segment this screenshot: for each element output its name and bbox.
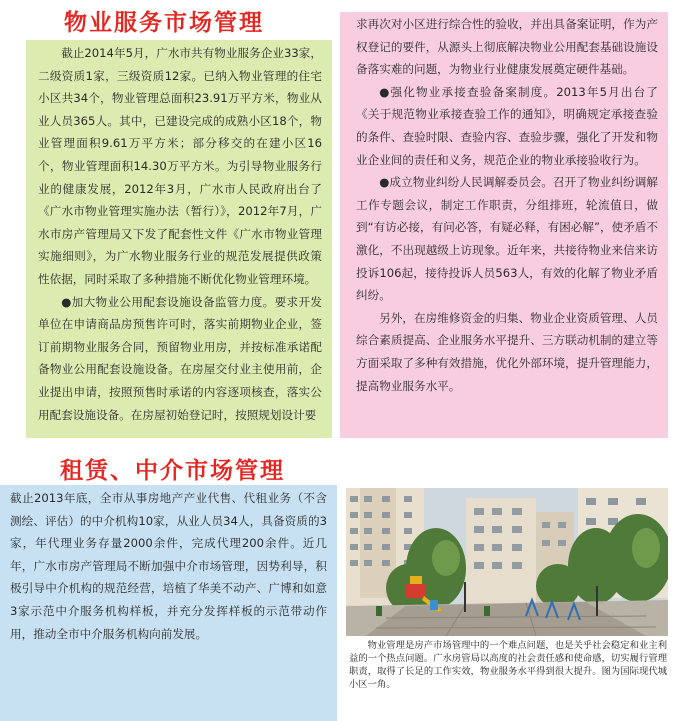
rental-agency-box: [0, 485, 337, 721]
paragraph: 截止2013年底，全市从事房地产产业代售、代租业务（不含测绘、评估）的中介机构10家，从业人员34人，具备资质的3家，年代理业务存量2000余件，完成代理200余件。近几年，广水市房产管理局不断加强中介市场管理，因势利导，积极引导中介机构的规范经营，培植了华美不动产、广博和如意3家示范中介服务机构样板，并充分发挥样板的示范带动作用，推动全市中介服务机构向前发展。: [10, 491, 327, 641]
property-intro-box: [26, 40, 332, 438]
paragraph: 求再次对小区进行综合性的验收，并出具备案证明，作为产权登记的要件，从源头上彻底解决物业公用配套基础设施设备落实难的问题，为物业行业健康发展奠定硬件基础。: [356, 17, 658, 77]
section-title-property: 物业服务市场管理: [64, 10, 264, 36]
paragraph: ●成立物业纠纷人民调解委员会。召开了物业纠纷调解工作专题会议，制定工作职责，分组排班，轮流值日，做到“有访必接，有问必答，有疑必释，有困必解”，使矛盾不激化，不出现越级上访现象。近年来，共接待物业来信来访投诉106起，接待投诉人员563人，有效的化解了物业矛盾纠纷。: [356, 175, 658, 303]
paragraph: ●加大物业公用配套设施设备监管力度。要求开发单位在申请商品房预售许可时，落实前期物业企业，签订前期物业服务合同，预留物业用房，并按标准承诺配备物业公用配套设施设备。在房屋交付业主使用前，企业提出申请，按照预售时承诺的内容逐项核查，落实公用配套设施设备。在房屋初始登记时，按照规划设计要: [38, 294, 322, 422]
property-measures-box: [340, 12, 668, 438]
photo-caption: [349, 639, 667, 691]
paragraph: 另外，在房维修资金的归集、物业企业资质管理、人员综合素质提高、企业服务水平提升、三方联动机制的建立等方面采取了多种有效措施，优化外部环境，提升管理能力，提高物业服务水平。: [356, 310, 658, 393]
residential-community-photo: [346, 488, 668, 636]
paragraph: ●强化物业承接查验备案制度。2013年5月出台了《关于规范物业承接查验工作的通知》，明确规定承接查验的条件、查验时限、查验内容、查验步骤，强化了开发和物业企业间的责任和义务，规范企业的物业承接验收行为。: [356, 84, 658, 167]
caption-text: 物业管理是房产市场管理中的一个难点问题，也是关乎社会稳定和业主利益的一个热点问题。广水房管局以高度的社会责任感和使命感，切实履行管理职责，取得了长足的工作实效，物业服务水平得到很大提升。图为国际现代城小区一角。: [349, 640, 667, 690]
paragraph: 截止2014年5月，广水市共有物业服务企业33家，二级资质1家，三级资质12家。已纳入物业管理的住宅小区共34个，物业管理总面积23.91万平方米，物业从业人员365人。其中，已建设完成的成熟小区18个，物业管理面积9.61万平方米；部分移交的在建小区16个，物业管理面积14.30万平方米。为引导物业服务行业的健康发展，2012年3月，广水市人民政府出台了《广水市物业管理实施办法（暂行）》，2012年7月，广水市房产管理局又下发了配套性文件《广水市物业管理实施细则》，为广水物业服务行业的规范发展提供政策性依据，同时采取了多种措施不断优化物业管理环境。: [38, 46, 322, 286]
section-title-rental: 租赁、中介市场管理: [60, 458, 285, 484]
